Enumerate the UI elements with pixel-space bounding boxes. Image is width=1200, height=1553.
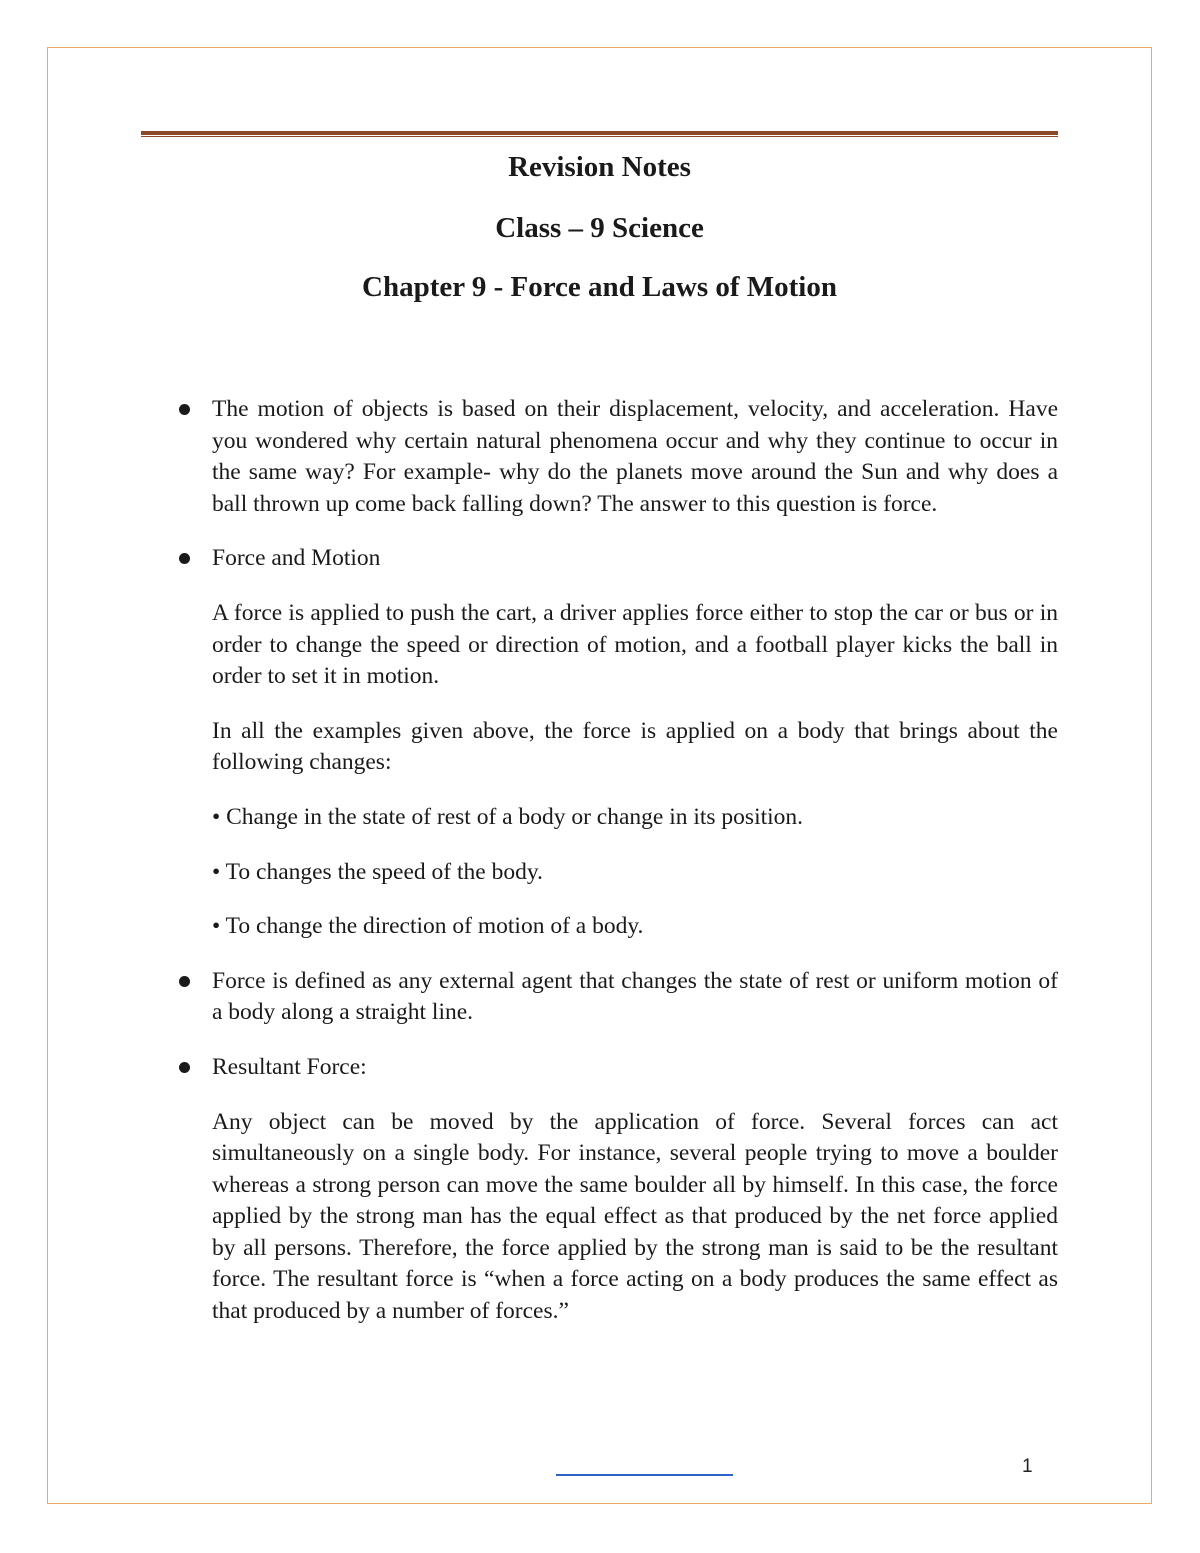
bullet-icon <box>179 976 190 987</box>
resultant-force-paragraph: Any object can be moved by the application of force. Several forces can act simultaneously on a single body. For instance, several people trying to move a boulder whereas a strong person can move the same boulder all by himself. In this case, the force applied by the strong man has the equal effect as that produced by the net force applied by all persons. Therefore, the force applied by the strong man is said to be the resultant force. The resultant force is “when a force acting on a body produces the same effect as that produced by a number of forces.” <box>212 1108 1058 1325</box>
page-number: 1 <box>1022 1456 1033 1477</box>
chapter-heading: Chapter 9 - Force and Laws of Motion <box>362 271 837 303</box>
examples-paragraph: In all the examples given above, the force is applied on a body that brings about the following changes: <box>212 717 1058 776</box>
list-item <box>170 394 1058 520</box>
bullet-icon <box>179 1062 190 1073</box>
force-motion-paragraph: A force is applied to push the cart, a driver applies force either to stop the car or bus or in order to change the speed or direction of motion, and a football player kicks the ball in order to set it in motion. <box>212 599 1058 690</box>
change-item-rest: • Change in the state of rest of a body or change in its position. <box>212 803 804 830</box>
list-item <box>170 543 1058 942</box>
footer-line <box>556 1474 733 1476</box>
change-item-direction: • To change the direction of motion of a body. <box>212 913 644 940</box>
bullet-icon <box>179 404 190 415</box>
list-item <box>170 966 1058 1029</box>
document-title: Revision Notes <box>508 151 691 183</box>
list-item <box>170 1052 1058 1328</box>
change-item-speed: • To changes the speed of the body. <box>212 858 543 885</box>
class-heading: Class – 9 Science <box>495 212 704 244</box>
header-rule <box>141 131 1058 137</box>
force-definition: Force is defined as any external agent that changes the state of rest or uniform motion of a body along a straight line. <box>212 967 1058 1026</box>
intro-paragraph: The motion of objects is based on their displacement, velocity, and acceleration. Have you wondered why certain natural phenomena occur and why they continue to occur in the same way? For example- why do the planets move around the Sun and why does a ball thrown up come back falling down? The answer to this question is force. <box>212 396 1058 517</box>
resultant-force-heading: Resultant Force: <box>212 1053 367 1080</box>
force-motion-heading: Force and Motion <box>212 545 381 572</box>
bullet-icon <box>179 553 190 564</box>
notes-content <box>170 394 1058 1328</box>
